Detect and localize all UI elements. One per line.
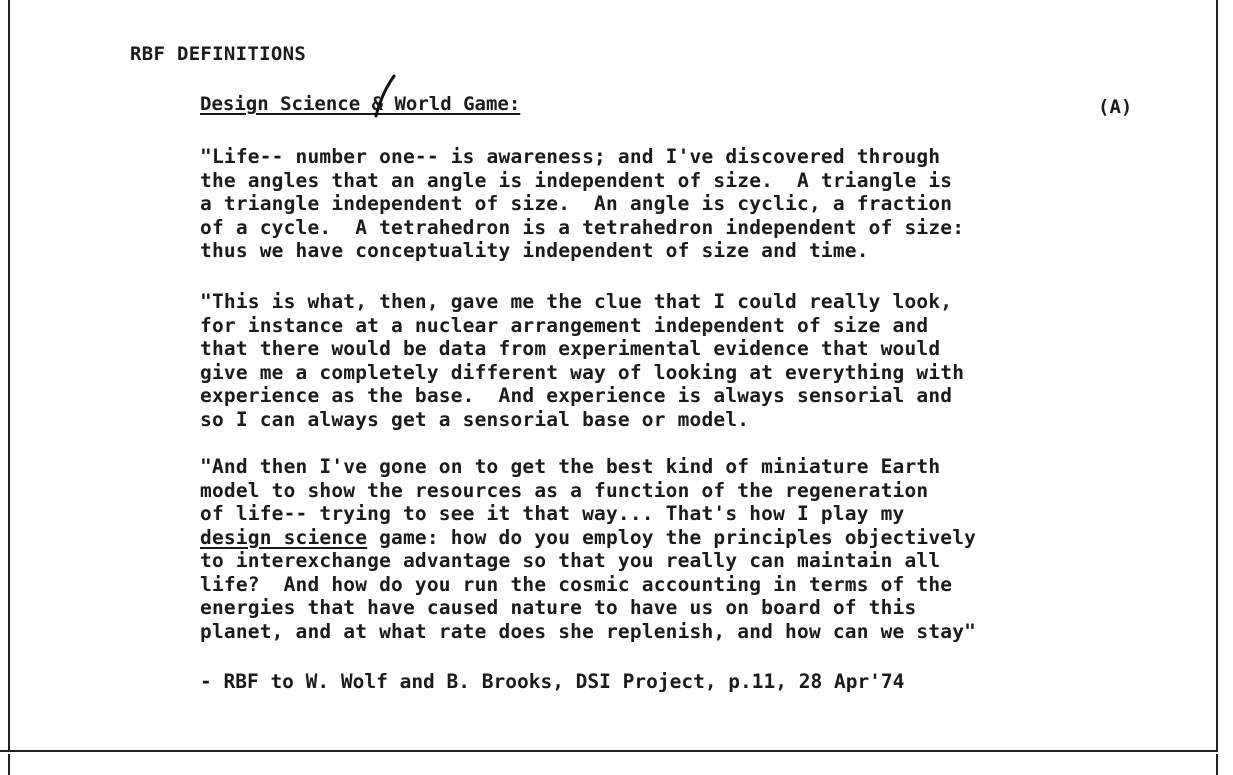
card-heading: RBF DEFINITIONS	[130, 43, 307, 65]
paragraph-line: planet, and at what rate does she replenish, and how can we stay"	[200, 619, 977, 643]
quote-paragraph-1	[200, 145, 964, 263]
paragraph-line: game: how do you employ the principles objectively	[367, 525, 977, 549]
underlined-term: design science	[200, 525, 368, 549]
paragraph-line: of a cycle. A tetrahedron is a tetrahedron independent of size:	[200, 215, 965, 239]
paragraph-line: "This is what, then, gave me the clue that I could really look,	[200, 290, 953, 313]
paragraph-line: that there would be data from experimental evidence that would	[200, 337, 941, 360]
handwritten-check-mark	[370, 72, 400, 122]
paragraph-line: for instance at a nuclear arrangement independent of size and	[200, 313, 929, 337]
paragraph-line: "And then I've gone on to get the best kind of miniature Earth	[200, 455, 941, 478]
paragraph-line: life? And how do you run the cosmic accounting in terms of the	[200, 572, 953, 596]
next-card-edge	[8, 754, 1218, 775]
paragraph-line: energies that have caused nature to have us on board of this	[200, 596, 917, 619]
card-code: (A)	[1098, 96, 1133, 118]
paragraph-line: "Life-- number one-- is awareness; and I've discovered through	[200, 145, 941, 168]
card-subject: Design Science & World Game:	[200, 93, 521, 115]
quote-paragraph-2	[200, 290, 964, 431]
paragraph-line: model to show the resources as a function of the regeneration	[200, 478, 929, 502]
paragraph-line: thus we have conceptuality independent of size and time.	[200, 239, 869, 262]
paragraph-line: give me a completely different way of looking at everything with	[200, 360, 965, 384]
paragraph-line: of life-- trying to see it that way... That's how I play my	[200, 502, 905, 525]
paragraph-line: the angles that an angle is independent of size. A triangle is	[200, 168, 953, 192]
quote-paragraph-3	[200, 455, 976, 643]
paragraph-line: to interexchange advantage so that you really can maintain all	[200, 549, 941, 572]
paragraph-line: a triangle independent of size. An angle is cyclic, a fraction	[200, 192, 953, 215]
card-edge-tick	[0, 750, 14, 752]
source-citation: - RBF to W. Wolf and B. Brooks, DSI Project, p.11, 28 Apr'74	[200, 670, 905, 693]
paragraph-line: experience as the base. And experience is always sensorial and	[200, 384, 953, 407]
paragraph-line: so I can always get a sensorial base or model.	[200, 407, 750, 431]
